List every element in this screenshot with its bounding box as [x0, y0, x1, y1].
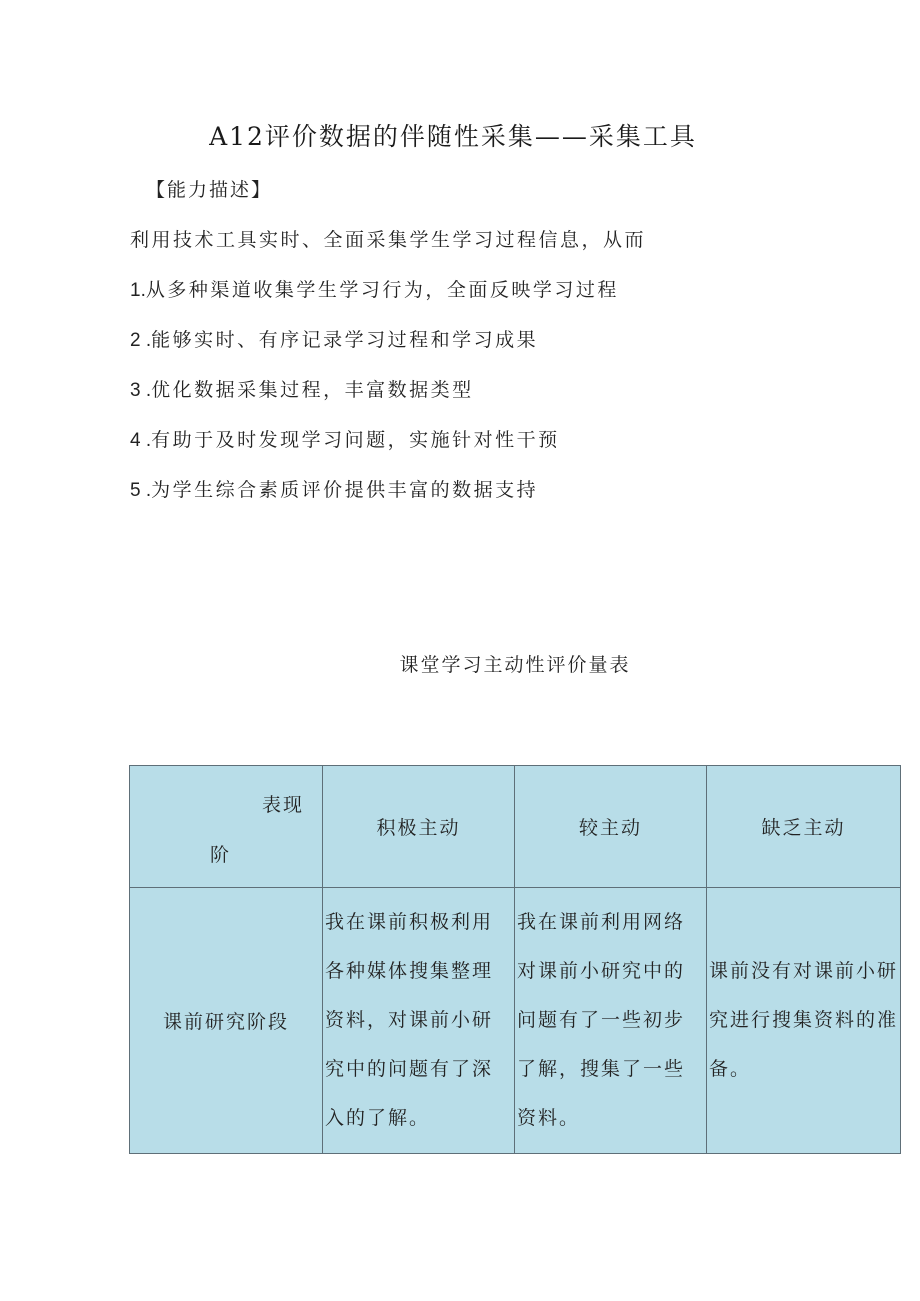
page-title: A12评价数据的伴随性采集——采集工具: [209, 122, 697, 151]
evaluation-table: [129, 765, 901, 1154]
list-item: [130, 325, 538, 352]
corner-label-stage: 阶: [210, 844, 232, 866]
corner-label-performance: 表现: [261, 794, 304, 816]
list-item-number: 4 .: [130, 430, 152, 451]
table-caption: 课堂学习主动性评价量表: [399, 654, 631, 676]
column-header-inactive: 缺乏主动: [707, 766, 901, 888]
table-row: [130, 888, 901, 1154]
list-item: [130, 375, 474, 402]
list-item-text: 为学生综合素质评价提供丰富的数据支持: [151, 479, 539, 501]
intro-text: 利用技术工具实时、全面采集学生学习过程信息，从而: [130, 229, 647, 251]
list-item: [130, 475, 538, 502]
list-item-number: 3 .: [130, 380, 152, 401]
list-item-text: 能够实时、有序记录学习过程和学习成果: [151, 329, 539, 351]
column-header-active: 积极主动: [323, 766, 515, 888]
list-item-text: 有助于及时发现学习问题，实施针对性干预: [151, 429, 560, 451]
table-corner-cell: [130, 766, 323, 888]
table-cell: 我在课前利用网络对课前小研究中的问题有了一些初步了解，搜集了一些资料。: [515, 888, 707, 1154]
list-item-number: 1.: [130, 280, 146, 301]
table-cell: 我在课前积极利用各种媒体搜集整理资料，对课前小研究中的问题有了深入的了解。: [323, 888, 515, 1154]
list-item-number: 5 .: [130, 480, 152, 501]
list-item-text: 优化数据采集过程，丰富数据类型: [151, 379, 474, 401]
column-header-fairly-active: 较主动: [515, 766, 707, 888]
table-cell: 课前没有对课前小研究进行搜集资料的准备。: [707, 888, 901, 1154]
table-header-row: [130, 766, 901, 888]
row-header-stage: 课前研究阶段: [130, 888, 323, 1154]
list-item-number: 2 .: [130, 330, 152, 351]
list-item: [130, 425, 560, 452]
list-item-text: 从多种渠道收集学生学习行为，全面反映学习过程: [145, 279, 619, 301]
list-item: [130, 275, 619, 302]
section-heading-ability: 【能力描述】: [146, 179, 273, 201]
